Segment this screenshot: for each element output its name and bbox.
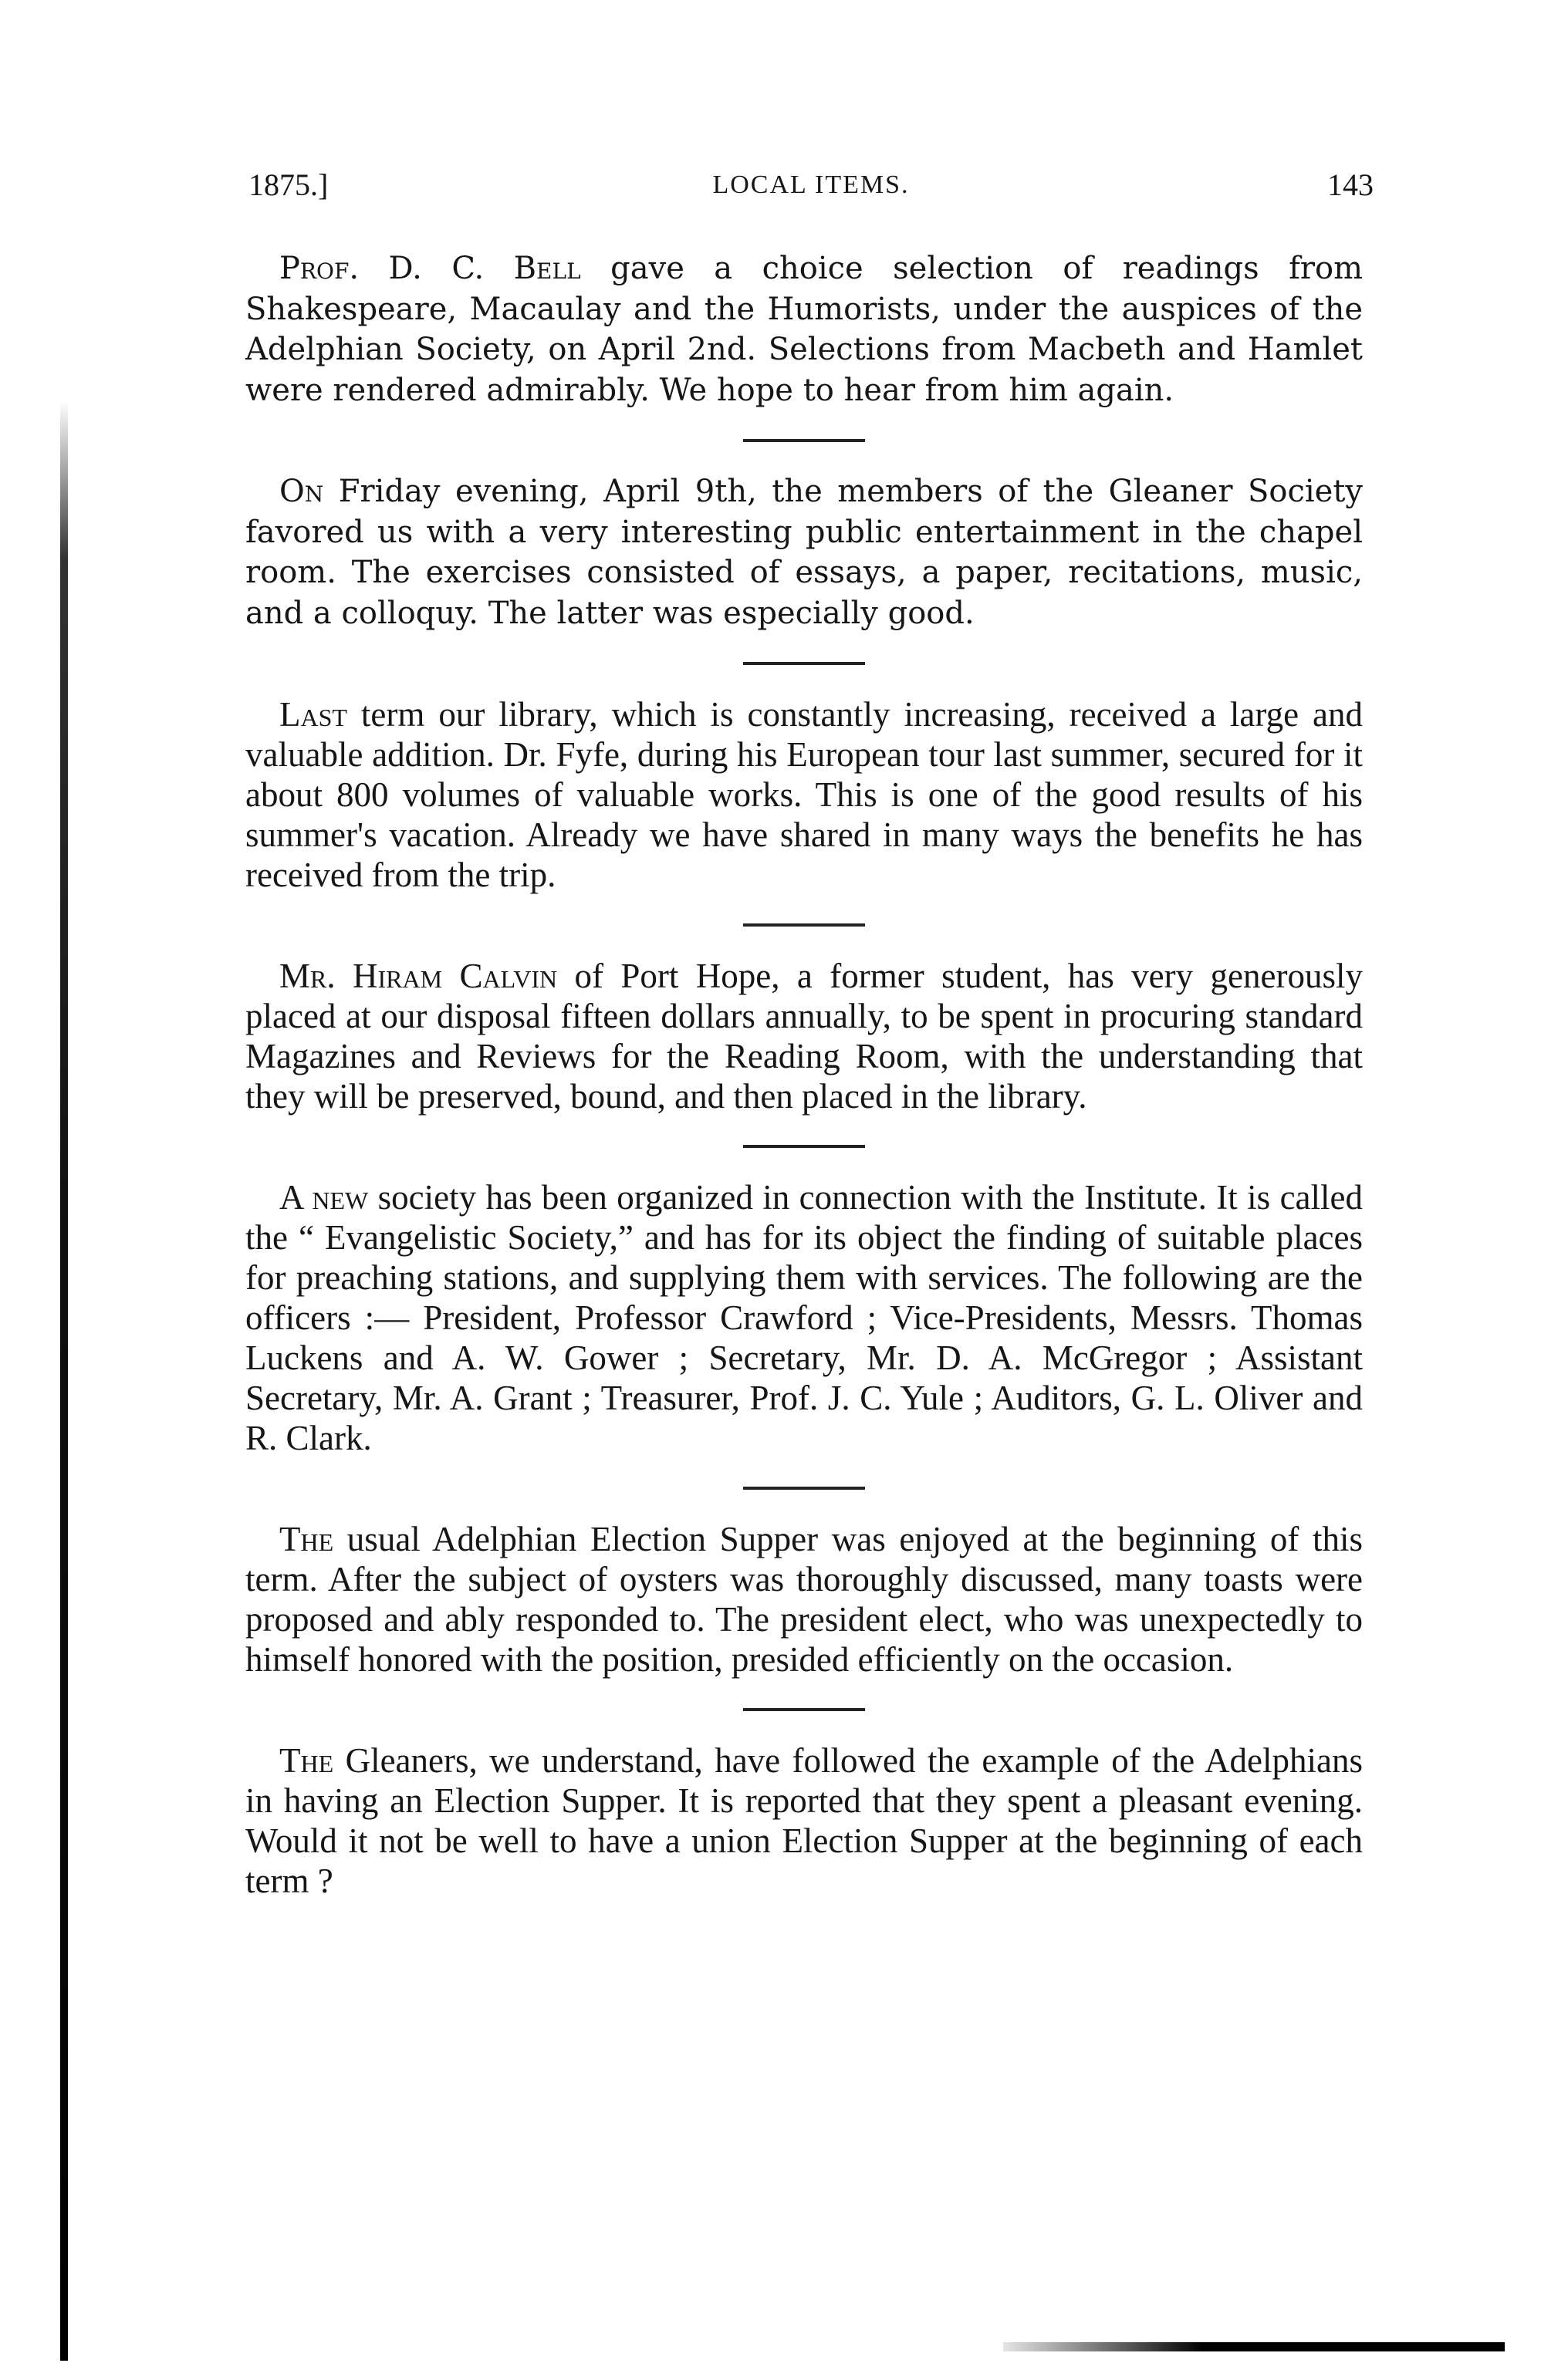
paragraph-text: society has been organized in connection with the Institute. It is called the “ Evangelistic Society,” and has for its object the finding of suitable places for preaching stations, and supplying them with services. The following are the officers :— President, Professor Crawford ; Vice-Presidents, Messrs. Thomas Luckens and A. W. Gower ; Secretary, Mr. D. A. McGregor ; Assistant Secretary, Mr. A. Grant ; Treasurer, Prof. J. C. Yule ; Auditors, G. L. Oliver and R. Clark. (245, 1178, 1363, 1457)
paragraph (245, 1740, 1363, 1901)
scan-bottom-artifact (1003, 2342, 1505, 2351)
running-header (248, 162, 1374, 208)
paragraph-text: usual Adelphian Election Supper was enjoyed at the beginning of this term. After the subject of oysters was thoroughly discussed, many toasts were proposed and ably responded to. The president elect, who was unexpectedly to himself honored with the position, presided efficiently on the occasion. (245, 1520, 1363, 1679)
paragraph (245, 471, 1363, 633)
news-item-library (245, 694, 1363, 895)
paragraph-lead: On (279, 474, 324, 509)
paragraph (245, 694, 1363, 895)
paragraph-text: Friday evening, April 9th, the members of the Gleaner Society favored us with a very interesting public entertainment in the chapel room. The exercises consisted of essays, a paper, recitations, music, and a colloquy. The latter was especially good. (245, 474, 1363, 631)
section-divider (743, 439, 865, 442)
paragraph (245, 248, 1363, 410)
news-item-calvin-donation (245, 956, 1363, 1116)
scan-edge-artifact (60, 401, 68, 2361)
news-item-gleaner-supper (245, 1740, 1363, 1901)
paragraph (245, 1177, 1363, 1458)
paragraph-text: term our library, which is constantly increasing, received a large and valuable addition. Dr. Fyfe, during his European tour last summer, secured for it about 800 volumes of valuable works. This is one of the good results of his summer's vacation. Already we have shared in many ways the benefits he has received from the trip. (245, 695, 1363, 894)
news-item-gleaner-entertainment (245, 471, 1363, 633)
paragraph-text: gave a choice selection of readings from Shakespeare, Macaulay and the Humorists, under the auspices of the Adelphian Society, on April 2nd. Selections from Macbeth and Hamlet were rendered admirably. We hope to hear from him again. (245, 251, 1364, 408)
paragraph-text: Gleaners, we understand, have followed the example of the Adelphians in having an Election Supper. It is reported that they spent a pleasant evening. Would it not be well to have a union Election Supper at the beginning of each term ? (245, 1741, 1363, 1900)
section-divider (743, 1708, 865, 1711)
paragraph-lead: The (279, 1520, 334, 1558)
paragraph (245, 1519, 1363, 1680)
article-body (245, 248, 1363, 1901)
header-year: 1875.] (248, 167, 329, 202)
news-item-readings (245, 248, 1363, 410)
section-divider (743, 1145, 865, 1148)
section-divider (743, 1487, 865, 1490)
news-item-adelphian-supper (245, 1519, 1363, 1680)
paragraph-text: of Port Hope, a former student, has very generously placed at our disposal fifteen dollars annually, to be spent in procuring standard Magazines and Reviews for the Reading Room, with the understanding that they will be preserved, bound, and then placed in the library. (245, 957, 1363, 1116)
paragraph (245, 956, 1363, 1116)
section-divider (743, 923, 865, 927)
news-item-evangelistic-society (245, 1177, 1363, 1458)
paragraph-lead: A new (279, 1178, 369, 1217)
section-divider (743, 662, 865, 665)
header-section-title: LOCAL ITEMS. (712, 170, 910, 199)
paragraph-lead: Last (279, 695, 347, 734)
paragraph-lead: The (279, 1741, 334, 1780)
page-number: 143 (1327, 167, 1374, 202)
paragraph-lead: Prof. D. C. Bell (279, 251, 581, 286)
paragraph-lead: Mr. Hiram Calvin (279, 957, 558, 995)
